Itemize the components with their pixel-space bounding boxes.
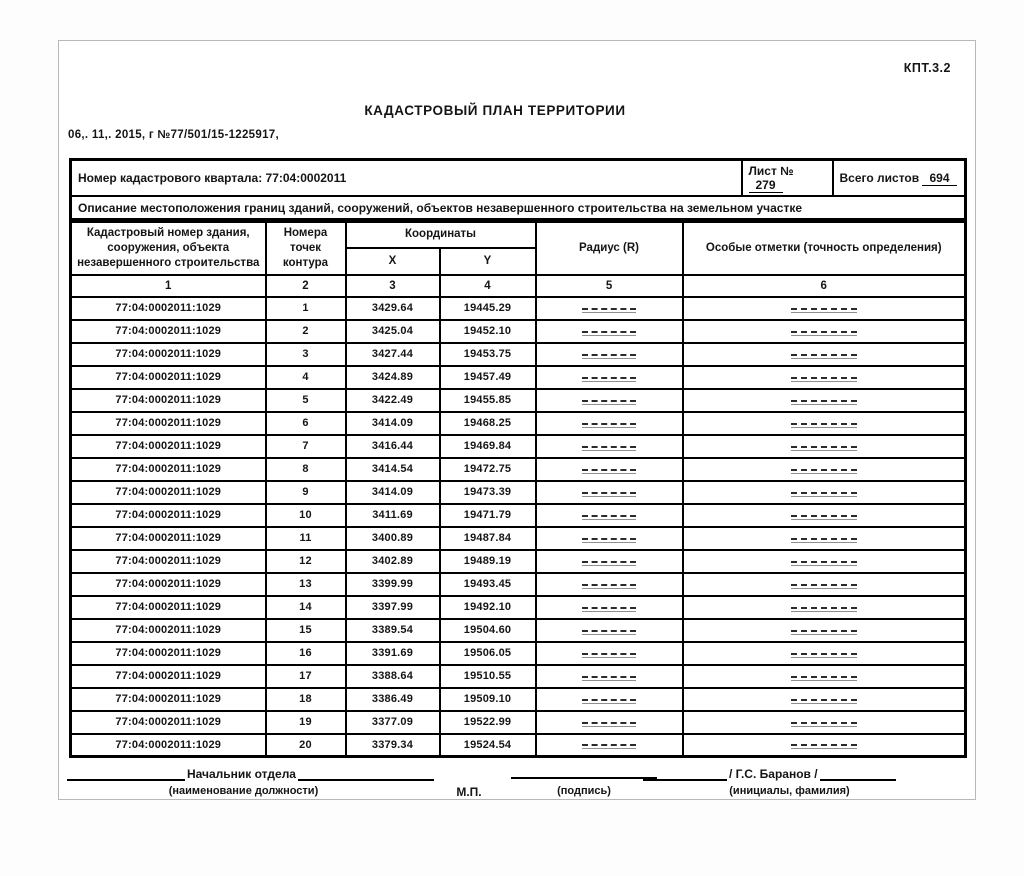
y-coordinate-cell: 19445.29 — [440, 297, 536, 320]
empty-value-dash — [582, 607, 636, 612]
stamp-label: М.П. — [456, 785, 482, 799]
special-notes-cell — [683, 642, 966, 665]
y-coordinate-cell: 19471.79 — [440, 504, 536, 527]
x-coordinate-cell: 3422.49 — [346, 389, 440, 412]
x-coordinate-cell: 3386.49 — [346, 688, 440, 711]
table-row — [71, 297, 966, 320]
cadastral-number-cell: 77:04:0002011:1029 — [71, 619, 266, 642]
date-line: 06,. 11,. 2015, г №77/501/15-1225917, — [68, 129, 279, 141]
sheet-label: Лист № — [748, 164, 794, 178]
column-number: 1 — [71, 275, 266, 297]
special-notes-cell — [683, 297, 966, 320]
empty-value-dash — [791, 331, 857, 336]
cadastral-number-cell: 77:04:0002011:1029 — [71, 504, 266, 527]
cadastral-number-cell: 77:04:0002011:1029 — [71, 734, 266, 757]
x-coordinate-cell: 3377.09 — [346, 711, 440, 734]
special-notes-cell — [683, 688, 966, 711]
cadastral-number-cell: 77:04:0002011:1029 — [71, 366, 266, 389]
table-row — [71, 366, 966, 389]
x-coordinate-cell: 3411.69 — [346, 504, 440, 527]
special-notes-cell — [683, 343, 966, 366]
cadastral-number-cell: 77:04:0002011:1029 — [71, 688, 266, 711]
table-row — [71, 665, 966, 688]
point-number-cell: 12 — [266, 550, 346, 573]
empty-value-dash — [582, 331, 636, 336]
empty-value-dash — [791, 538, 857, 543]
point-number-cell: 20 — [266, 734, 346, 757]
x-coordinate-cell: 3425.04 — [346, 320, 440, 343]
x-coordinate-cell: 3424.89 — [346, 366, 440, 389]
signature-line-group — [511, 767, 657, 779]
x-coordinate-cell: 3379.34 — [346, 734, 440, 757]
table-row — [71, 343, 966, 366]
x-coordinate-cell: 3414.09 — [346, 412, 440, 435]
cadastral-number-cell: 77:04:0002011:1029 — [71, 435, 266, 458]
empty-value-dash — [582, 308, 636, 313]
initials-line — [643, 767, 896, 781]
column-number-row — [71, 275, 966, 297]
special-notes-cell — [683, 481, 966, 504]
x-coordinate-cell: 3416.44 — [346, 435, 440, 458]
header-x: X — [346, 248, 440, 275]
empty-value-dash — [791, 561, 857, 566]
empty-value-dash — [791, 722, 857, 727]
y-coordinate-cell: 19506.05 — [440, 642, 536, 665]
point-number-cell: 13 — [266, 573, 346, 596]
column-number: 3 — [346, 275, 440, 297]
x-coordinate-cell: 3414.54 — [346, 458, 440, 481]
signature-line — [298, 769, 434, 781]
cadastral-number-cell: 77:04:0002011:1029 — [71, 596, 266, 619]
cadastral-number-cell: 77:04:0002011:1029 — [71, 550, 266, 573]
y-coordinate-cell: 19453.75 — [440, 343, 536, 366]
empty-value-dash — [791, 744, 857, 749]
radius-cell — [536, 481, 683, 504]
coordinates-table-body — [71, 297, 966, 757]
header-y: Y — [440, 248, 536, 275]
radius-cell — [536, 297, 683, 320]
y-coordinate-cell: 19510.55 — [440, 665, 536, 688]
empty-value-dash — [791, 676, 857, 681]
empty-value-dash — [582, 446, 636, 451]
point-number-cell: 8 — [266, 458, 346, 481]
x-coordinate-cell: 3429.64 — [346, 297, 440, 320]
cadastral-number-cell: 77:04:0002011:1029 — [71, 573, 266, 596]
header-contour-points: Номера точек контура — [266, 222, 346, 275]
radius-cell — [536, 596, 683, 619]
special-notes-cell — [683, 573, 966, 596]
y-coordinate-cell: 19492.10 — [440, 596, 536, 619]
empty-value-dash — [791, 423, 857, 428]
empty-value-dash — [582, 584, 636, 589]
empty-value-dash — [582, 538, 636, 543]
column-number: 4 — [440, 275, 536, 297]
x-coordinate-cell: 3389.54 — [346, 619, 440, 642]
table-row — [71, 435, 966, 458]
radius-cell — [536, 688, 683, 711]
empty-value-dash — [582, 676, 636, 681]
special-notes-cell — [683, 412, 966, 435]
radius-cell — [536, 389, 683, 412]
empty-value-dash — [791, 400, 857, 405]
radius-cell — [536, 366, 683, 389]
y-coordinate-cell: 19469.84 — [440, 435, 536, 458]
radius-cell — [536, 711, 683, 734]
cadastral-number-cell: 77:04:0002011:1029 — [71, 481, 266, 504]
table-row — [71, 734, 966, 757]
empty-value-dash — [791, 377, 857, 382]
position-line — [67, 767, 434, 781]
y-coordinate-cell: 19457.49 — [440, 366, 536, 389]
table-row — [71, 711, 966, 734]
special-notes-cell — [683, 435, 966, 458]
empty-value-dash — [791, 607, 857, 612]
table-row — [71, 527, 966, 550]
x-coordinate-cell: 3391.69 — [346, 642, 440, 665]
point-number-cell: 1 — [266, 297, 346, 320]
empty-value-dash — [582, 561, 636, 566]
special-notes-cell — [683, 458, 966, 481]
header-coordinates: Координаты — [346, 222, 536, 248]
cadastral-number-cell: 77:04:0002011:1029 — [71, 711, 266, 734]
initials-caption: (инициалы, фамилия) — [729, 785, 850, 797]
y-coordinate-cell: 19468.25 — [440, 412, 536, 435]
radius-cell — [536, 573, 683, 596]
radius-cell — [536, 527, 683, 550]
special-notes-cell — [683, 711, 966, 734]
table-row — [71, 481, 966, 504]
header-radius: Радиус (R) — [536, 222, 683, 275]
signature-footer — [59, 763, 977, 801]
header-special-notes: Особые отметки (точность определения) — [683, 222, 966, 275]
quarter-header-table — [69, 158, 967, 220]
quarter-number-cell: Номер кадастрового квартала: 77:04:0002011 — [71, 160, 742, 197]
total-sheets-number: 694 — [922, 171, 956, 186]
x-coordinate-cell: 3399.99 — [346, 573, 440, 596]
special-notes-cell — [683, 734, 966, 757]
cadastral-number-cell: 77:04:0002011:1029 — [71, 320, 266, 343]
section-title: Описание местоположения границ зданий, сооружений, объектов незавершенного строительства на земельном участке — [71, 196, 966, 219]
signature-line — [820, 769, 896, 781]
y-coordinate-cell: 19524.54 — [440, 734, 536, 757]
form-code: КПТ.3.2 — [903, 61, 951, 75]
empty-value-dash — [582, 377, 636, 382]
x-coordinate-cell: 3397.99 — [346, 596, 440, 619]
special-notes-cell — [683, 619, 966, 642]
empty-value-dash — [791, 653, 857, 658]
empty-value-dash — [582, 722, 636, 727]
special-notes-cell — [683, 550, 966, 573]
signature-line — [643, 769, 727, 781]
position-caption: (наименование должности) — [168, 785, 319, 797]
empty-value-dash — [582, 653, 636, 658]
special-notes-cell — [683, 665, 966, 688]
point-number-cell: 14 — [266, 596, 346, 619]
point-number-cell: 11 — [266, 527, 346, 550]
total-sheets-cell — [833, 160, 966, 197]
table-row — [71, 596, 966, 619]
cadastral-number-cell: 77:04:0002011:1029 — [71, 458, 266, 481]
point-number-cell: 3 — [266, 343, 346, 366]
point-number-cell: 17 — [266, 665, 346, 688]
empty-value-dash — [582, 630, 636, 635]
empty-value-dash — [582, 515, 636, 520]
empty-value-dash — [791, 630, 857, 635]
header-cadastral-number: Кадастровый номер здания, сооружения, объекта незавершенного строительства — [71, 222, 266, 275]
sheet-number-cell — [742, 160, 833, 197]
radius-cell — [536, 320, 683, 343]
cadastral-number-cell: 77:04:0002011:1029 — [71, 297, 266, 320]
coordinates-table — [69, 220, 967, 758]
cadastral-number-cell: 77:04:0002011:1029 — [71, 389, 266, 412]
x-coordinate-cell: 3427.44 — [346, 343, 440, 366]
special-notes-cell — [683, 389, 966, 412]
cadastral-number-cell: 77:04:0002011:1029 — [71, 642, 266, 665]
point-number-cell: 5 — [266, 389, 346, 412]
point-number-cell: 16 — [266, 642, 346, 665]
cadastral-number-cell: 77:04:0002011:1029 — [71, 665, 266, 688]
y-coordinate-cell: 19452.10 — [440, 320, 536, 343]
y-coordinate-cell: 19522.99 — [440, 711, 536, 734]
table-row — [71, 389, 966, 412]
table-row — [71, 504, 966, 527]
column-number: 5 — [536, 275, 683, 297]
point-number-cell: 15 — [266, 619, 346, 642]
point-number-cell: 7 — [266, 435, 346, 458]
cadastral-number-cell: 77:04:0002011:1029 — [71, 527, 266, 550]
x-coordinate-cell: 3400.89 — [346, 527, 440, 550]
y-coordinate-cell: 19487.84 — [440, 527, 536, 550]
sheet-number: 279 — [749, 178, 783, 193]
y-coordinate-cell: 19455.85 — [440, 389, 536, 412]
empty-value-dash — [791, 446, 857, 451]
y-coordinate-cell: 19509.10 — [440, 688, 536, 711]
radius-cell — [536, 458, 683, 481]
table-row — [71, 412, 966, 435]
y-coordinate-cell: 19473.39 — [440, 481, 536, 504]
empty-value-dash — [582, 354, 636, 359]
empty-value-dash — [582, 699, 636, 704]
empty-value-dash — [582, 744, 636, 749]
x-coordinate-cell: 3388.64 — [346, 665, 440, 688]
x-coordinate-cell: 3414.09 — [346, 481, 440, 504]
y-coordinate-cell: 19489.19 — [440, 550, 536, 573]
column-number: 2 — [266, 275, 346, 297]
column-number: 6 — [683, 275, 966, 297]
table-row — [71, 688, 966, 711]
empty-value-dash — [582, 423, 636, 428]
empty-value-dash — [791, 515, 857, 520]
signature-caption: (подпись) — [557, 785, 611, 797]
radius-cell — [536, 504, 683, 527]
cadastral-number-cell: 77:04:0002011:1029 — [71, 412, 266, 435]
y-coordinate-cell: 19472.75 — [440, 458, 536, 481]
empty-value-dash — [582, 469, 636, 474]
initials-text: / Г.С. Баранов / — [729, 767, 818, 781]
radius-cell — [536, 550, 683, 573]
special-notes-cell — [683, 527, 966, 550]
empty-value-dash — [791, 308, 857, 313]
document-page — [58, 40, 976, 800]
empty-value-dash — [791, 699, 857, 704]
signature-line — [67, 769, 185, 781]
x-coordinate-cell: 3402.89 — [346, 550, 440, 573]
table-row — [71, 619, 966, 642]
table-row — [71, 458, 966, 481]
radius-cell — [536, 343, 683, 366]
tables-wrap — [69, 158, 967, 758]
position-text: Начальник отдела — [187, 767, 296, 781]
y-coordinate-cell: 19493.45 — [440, 573, 536, 596]
empty-value-dash — [582, 400, 636, 405]
point-number-cell: 6 — [266, 412, 346, 435]
table-row — [71, 320, 966, 343]
special-notes-cell — [683, 504, 966, 527]
point-number-cell: 19 — [266, 711, 346, 734]
empty-value-dash — [791, 354, 857, 359]
special-notes-cell — [683, 596, 966, 619]
radius-cell — [536, 642, 683, 665]
empty-value-dash — [791, 584, 857, 589]
radius-cell — [536, 619, 683, 642]
point-number-cell: 9 — [266, 481, 346, 504]
cadastral-number-cell: 77:04:0002011:1029 — [71, 343, 266, 366]
radius-cell — [536, 665, 683, 688]
empty-value-dash — [791, 469, 857, 474]
radius-cell — [536, 734, 683, 757]
y-coordinate-cell: 19504.60 — [440, 619, 536, 642]
table-row — [71, 642, 966, 665]
empty-value-dash — [582, 492, 636, 497]
table-row — [71, 573, 966, 596]
radius-cell — [536, 412, 683, 435]
point-number-cell: 18 — [266, 688, 346, 711]
special-notes-cell — [683, 366, 966, 389]
special-notes-cell — [683, 320, 966, 343]
signature-line — [511, 767, 657, 779]
point-number-cell: 10 — [266, 504, 346, 527]
empty-value-dash — [791, 492, 857, 497]
point-number-cell: 2 — [266, 320, 346, 343]
radius-cell — [536, 435, 683, 458]
point-number-cell: 4 — [266, 366, 346, 389]
page-title: КАДАСТРОВЫЙ ПЛАН ТЕРРИТОРИИ — [364, 103, 626, 118]
total-sheets-label: Всего листов — [839, 171, 920, 185]
table-row — [71, 550, 966, 573]
